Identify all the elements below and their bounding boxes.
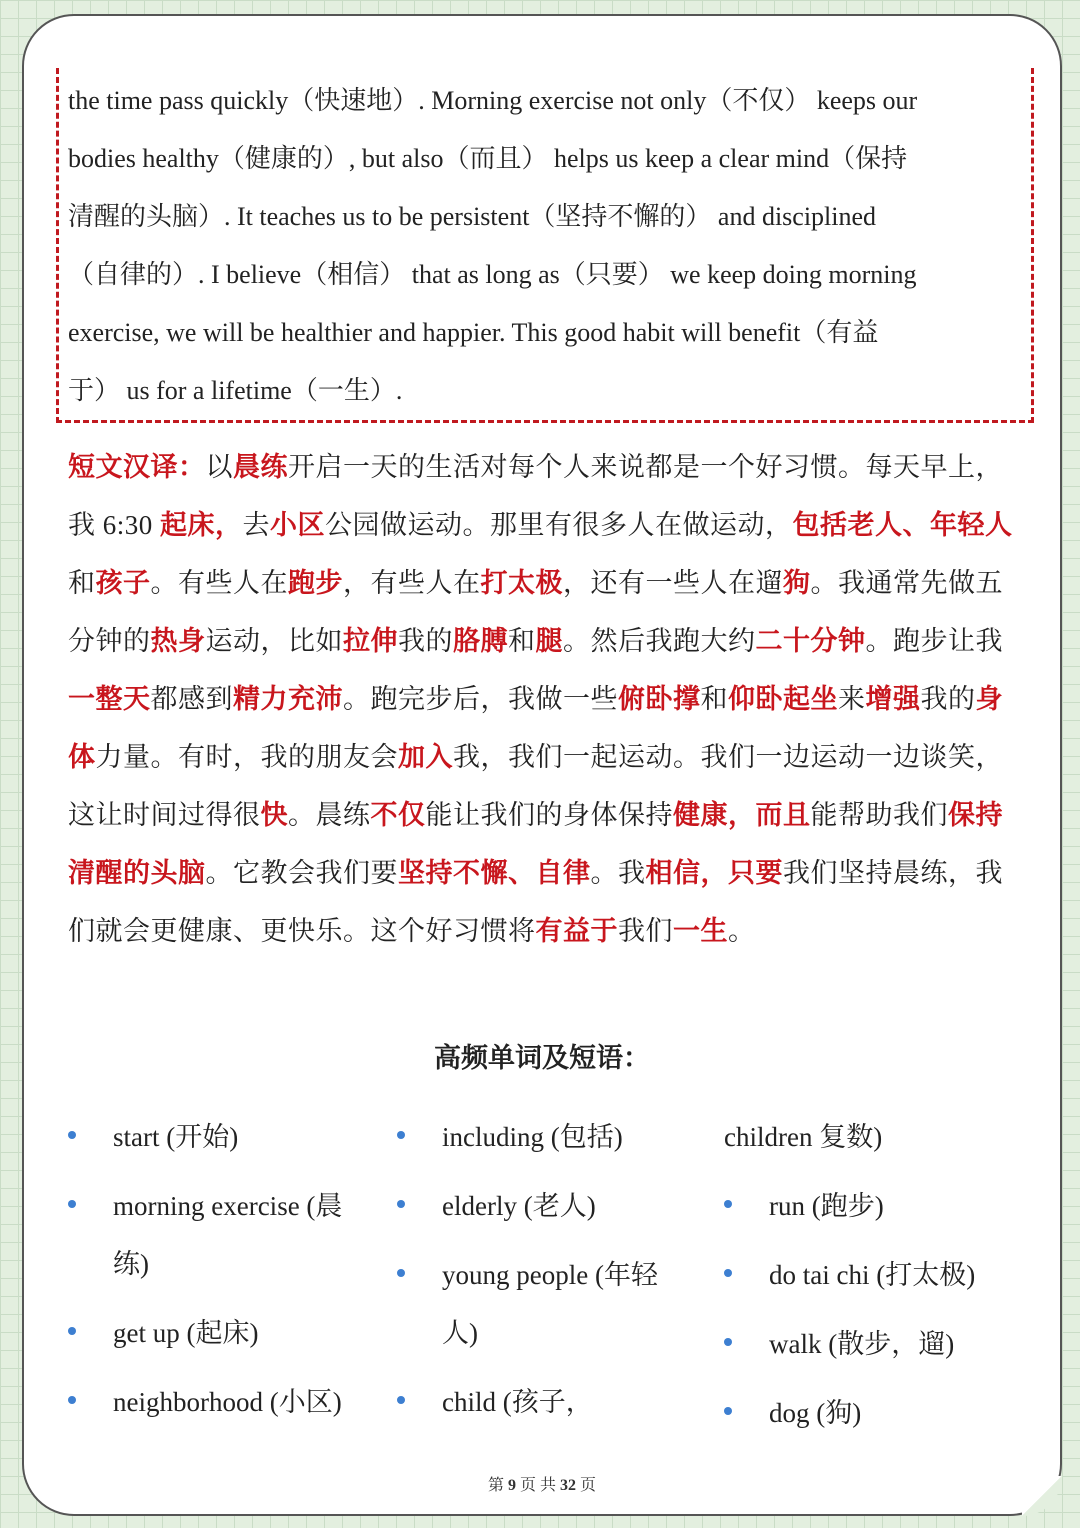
vocab-text: walk (散步，遛)	[769, 1329, 955, 1359]
vocab-item	[68, 1304, 378, 1362]
bullet-icon	[68, 1396, 76, 1404]
english-line: the time pass quickly（快速地）. Morning exercise not only（不仅） keeps our	[68, 86, 918, 115]
translation-text: 。我	[590, 858, 646, 888]
highlighted-term: 孩子	[95, 568, 151, 598]
bullet-icon	[397, 1131, 405, 1139]
highlighted-term: 俯卧撑	[618, 684, 701, 714]
highlighted-term: 二十分钟	[755, 626, 866, 656]
highlighted-term: 精力充沛	[233, 684, 343, 714]
vocab-item	[68, 1108, 378, 1166]
footer-suffix: 页	[580, 1477, 597, 1494]
vocab-item	[724, 1177, 1034, 1235]
highlighted-term: 跑步	[288, 568, 343, 598]
highlighted-term: 不仅	[370, 800, 426, 830]
highlighted-term: 腿	[535, 626, 563, 656]
translation-text: 开启一天的生活对每个人来说都是一个好习惯。每天早上，我 6:30	[68, 452, 1003, 540]
footer-prefix: 第	[487, 1477, 504, 1494]
highlighted-term: 仰卧起坐	[728, 684, 838, 714]
vocab-item	[397, 1177, 707, 1235]
translation-text: 力量。有时，我的朋友会	[95, 742, 398, 772]
highlighted-term: 晨练	[233, 452, 288, 482]
highlighted-term: 身体	[68, 684, 1003, 772]
highlighted-term: 包括老人、年轻人	[792, 510, 1013, 540]
vocab-text: morning exercise (晨练)	[113, 1191, 343, 1279]
page-curl	[1022, 1476, 1062, 1516]
translation-text: 都感到	[150, 684, 233, 714]
vocab-text: run (跑步)	[769, 1191, 884, 1221]
current-page: 9	[507, 1477, 516, 1494]
vocab-item	[397, 1108, 707, 1166]
translation-text: 和	[68, 568, 96, 598]
vocab-text: do tai chi (打太极)	[769, 1260, 976, 1290]
chinese-translation	[68, 438, 1028, 960]
translation-text: 。跑完步后，我做一些	[343, 684, 618, 714]
vocab-item	[397, 1373, 707, 1431]
translation-text: 。我通常先做五分钟的	[68, 568, 1003, 656]
translation-text: 以	[205, 452, 233, 482]
bullet-icon	[68, 1131, 76, 1139]
highlighted-term: 加入	[398, 742, 453, 772]
highlighted-term: 起床，	[160, 510, 243, 540]
translation-text: 我，我们一起运动。我们一边运动一边谈笑，这让时间过得很	[68, 742, 1003, 830]
vocabulary-title: 高频单词及短语：	[434, 1043, 650, 1073]
highlighted-term: 保持清醒的头脑	[68, 800, 1003, 888]
translation-text: 我们坚持晨练，我们就会更健康、更快乐。这个好习惯将	[68, 858, 1003, 946]
translation-text: 。有些人在	[150, 568, 288, 598]
vocab-item	[724, 1384, 1034, 1442]
bullet-icon	[724, 1200, 732, 1208]
translation-text: 。它教会我们要	[205, 858, 398, 888]
highlighted-term: 一生	[673, 916, 728, 946]
translation-text: ，还有一些人在遛	[563, 568, 783, 598]
vocab-text: young people (年轻人)	[442, 1260, 658, 1348]
translation-label: 短文汉译：	[68, 452, 206, 482]
english-line: bodies healthy（健康的）, but also（而且） helps us keep a clear mind（保持	[68, 144, 908, 173]
highlighted-term: 一整天	[68, 684, 151, 714]
highlighted-term: 坚持不懈、自律	[398, 858, 591, 888]
highlighted-term: 狗	[783, 568, 811, 598]
translation-body	[68, 452, 1013, 946]
vocab-text: get up (起床)	[113, 1318, 259, 1348]
english-line: exercise, we will be healthier and happier. This good habit will benefit（有益	[68, 318, 879, 347]
highlighted-term: 增强	[865, 684, 921, 714]
translation-text: 我的	[398, 626, 453, 656]
vocab-item	[397, 1246, 707, 1362]
translation-text: 。	[728, 916, 756, 946]
highlighted-term: 打太极	[480, 568, 563, 598]
translation-text: 能让我们的身体保持	[425, 800, 673, 830]
bullet-icon	[68, 1200, 76, 1208]
vocab-column-1	[68, 1108, 378, 1442]
bullet-icon	[397, 1200, 405, 1208]
translation-text: 去	[242, 510, 271, 540]
highlighted-term: 健康，而且	[673, 800, 811, 830]
highlighted-term: 相信，只要	[645, 858, 783, 888]
translation-text: ，有些人在	[343, 568, 481, 598]
vocab-item	[724, 1246, 1034, 1304]
translation-text: 。然后我跑大约	[563, 626, 756, 656]
bullet-icon	[397, 1269, 405, 1277]
translation-text: 运动，比如	[205, 626, 343, 656]
vocab-text: including (包括)	[442, 1122, 623, 1152]
translation-text: 和	[508, 626, 536, 656]
page-footer	[24, 1472, 1060, 1495]
bullet-icon	[397, 1396, 405, 1404]
english-line: 清醒的头脑）. It teaches us to be persistent（坚持不懈的） and disciplined	[68, 202, 877, 231]
highlighted-term: 拉伸	[343, 626, 398, 656]
translation-text: 公园做运动。那里有很多人在做运动，	[325, 510, 793, 540]
page-card	[22, 14, 1062, 1516]
footer-middle: 页 共	[519, 1477, 556, 1494]
vocab-continuation	[724, 1108, 1034, 1166]
english-line: 于） us for a lifetime（一生）.	[68, 376, 403, 405]
translation-text: 和	[700, 684, 728, 714]
highlighted-term: 热身	[150, 626, 206, 656]
vocab-text: elderly (老人)	[442, 1191, 596, 1221]
vocab-text: start (开始)	[113, 1122, 239, 1152]
translation-text: 我们	[618, 916, 673, 946]
total-pages: 32	[560, 1477, 576, 1494]
highlighted-term: 小区	[270, 510, 326, 540]
translation-text: 能帮助我们	[810, 800, 948, 830]
vocab-item	[68, 1373, 378, 1431]
vocab-column-2	[397, 1108, 707, 1442]
bullet-icon	[68, 1327, 76, 1335]
english-paragraph	[68, 72, 1026, 420]
highlighted-term: 有益于	[535, 916, 618, 946]
vocab-text: child (孩子，	[442, 1387, 593, 1417]
translation-text: 。跑步让我	[865, 626, 1003, 656]
translation-text: 我的	[920, 684, 976, 714]
vocab-column-3	[724, 1108, 1034, 1453]
translation-text: 来	[838, 684, 866, 714]
highlighted-term: 快	[260, 800, 288, 830]
vocab-text: dog (狗)	[769, 1398, 862, 1428]
vocab-text: neighborhood (小区)	[113, 1387, 342, 1417]
translation-text: 。晨练	[288, 800, 371, 830]
vocab-item	[724, 1315, 1034, 1373]
bullet-icon	[724, 1407, 732, 1415]
english-line: （自律的）. I believe（相信） that as long as（只要） we keep doing morning	[68, 260, 917, 289]
bullet-icon	[724, 1269, 732, 1277]
vocab-text: children 复数)	[724, 1122, 883, 1152]
highlighted-term: 胳膊	[453, 626, 508, 656]
vocab-item	[68, 1177, 378, 1293]
bullet-icon	[724, 1338, 732, 1346]
